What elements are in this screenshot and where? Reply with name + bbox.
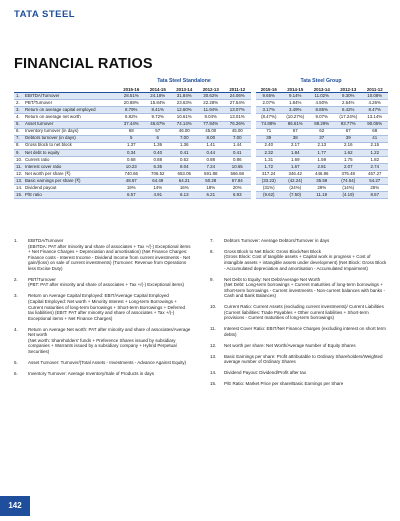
standalone-value: 14%	[145, 185, 172, 192]
definition-title: Basic Earnings per share: Profit attributable to Ordinary Shareholders/Weighted average number of Ordinary Shares	[224, 353, 383, 365]
group-value: 1.75	[335, 156, 362, 163]
group-value: 93.77%	[335, 121, 362, 128]
definition-item	[14, 238, 192, 272]
standalone-value: 9.72%	[145, 114, 172, 121]
table-row	[14, 142, 388, 149]
definition-number: 4.	[14, 326, 18, 332]
group-value: 1.77	[309, 149, 336, 156]
standalone-value: 15.84%	[145, 100, 172, 107]
standalone-value: 7.00	[224, 135, 251, 142]
group-value: 9.07%	[309, 114, 336, 121]
group-value: (14%)	[335, 185, 362, 192]
group-value: 2.13	[309, 142, 336, 149]
group-value: 1.31	[256, 156, 283, 163]
standalone-value: 57	[145, 128, 172, 135]
group-value: (31%)	[256, 185, 283, 192]
standalone-value: 1.37	[118, 142, 145, 149]
group-value: (4.19)	[335, 192, 362, 199]
definition-item	[14, 293, 192, 321]
group-value: 9.14%	[282, 93, 309, 100]
standalone-value: 20%	[224, 185, 251, 192]
definition-number: 1.	[14, 238, 18, 243]
definition-number: 15.	[210, 381, 217, 387]
definition-formula: (Net Debt: Long-term borrowings + Current maturities of long-term borrowings + Short-term borrowings - Current investments - Non-current balances with banks - Cash and Bank Balances)	[224, 282, 386, 299]
ratio-name: Current ratio	[24, 156, 118, 163]
standalone-value: 8.04	[171, 163, 198, 170]
standalone-value: 566.68	[224, 171, 251, 178]
group-value: 11.02%	[309, 93, 336, 100]
year-header-cell: 2015-16	[256, 86, 283, 93]
standalone-value: 11.94%	[198, 107, 225, 114]
definition-title: Net Debt to Equity: Net Debt/Average Net Worth	[224, 276, 321, 282]
standalone-value: 18%	[198, 185, 225, 192]
group-value: 68	[362, 128, 389, 135]
standalone-value: 22.28%	[198, 100, 225, 107]
ratio-name: P/E ratio	[24, 192, 118, 199]
group-value: 25%	[362, 185, 389, 192]
group-value: 9.65%	[256, 93, 283, 100]
definition-text	[224, 304, 388, 321]
definition-text	[28, 238, 192, 272]
definition-item	[14, 371, 192, 377]
definition-title: Debtors Turnover: Average Debtors/Turnover in days	[224, 238, 330, 243]
ratio-name: Basic earnings per share (₹)	[24, 178, 118, 185]
definition-text	[224, 354, 388, 365]
group-value: 8.67	[362, 192, 389, 199]
definition-text	[224, 326, 388, 337]
table-row	[14, 121, 388, 128]
table-row	[14, 192, 388, 199]
definition-title: Dividend Payout: Dividend/Profit after tax	[224, 370, 307, 376]
group-value: 4.26%	[362, 100, 389, 107]
year-header-cell: 2014-15	[145, 86, 172, 93]
group-value: (8.47%)	[256, 114, 283, 121]
definition-title: PBT/Turnover	[28, 276, 56, 282]
group-value: 1.22	[362, 149, 389, 156]
table-row	[14, 156, 388, 163]
group-value: 2.40	[256, 142, 283, 149]
standalone-value: 10.61%	[171, 114, 198, 121]
standalone-value: 13.07%	[224, 107, 251, 114]
standalone-value: 7.00	[171, 135, 198, 142]
standalone-value: 10.23	[118, 163, 145, 170]
group-value: 1.84	[282, 149, 309, 156]
definition-formula: (EBITDA: PAT after minority and share of associates + Tax +/(-) Exceptional items + Net Finance Charges + Depreciation and amortisation) (Net Finance Charges: Finance costs - Interest Income - Dividend Income from current investments - Net gain/(loss) on sale of current investments) (Turnover: Revenue from Operations less Excise Duty)	[28, 243, 191, 271]
group-value: 2.81	[309, 163, 336, 170]
table-row	[14, 185, 388, 192]
standalone-value: 19%	[118, 185, 145, 192]
definition-title: Gross Block to Net Block: Gross Block/Net Block	[224, 248, 322, 254]
standalone-value: 12.60%	[171, 107, 198, 114]
standalone-value: 31.84%	[171, 93, 198, 100]
group-value: 29%	[309, 185, 336, 192]
standalone-value: 6.93	[224, 192, 251, 199]
definition-formula: (Net worth: Shareholders' funds + Preference Shares issued by subsidiary companies + Warrants issued by a subsidiary company + Hybrid Perpetual Securities)	[28, 337, 177, 354]
standalone-value: 706.52	[145, 171, 172, 178]
standalone-value: 48.67	[118, 178, 145, 185]
standalone-value: 46.00	[171, 128, 198, 135]
definitions-left-column	[14, 238, 192, 382]
group-value: 37	[309, 135, 336, 142]
row-number: 5.	[14, 121, 24, 128]
definition-item	[14, 360, 192, 366]
table-row	[14, 163, 388, 170]
group-value: (74.54)	[335, 178, 362, 185]
standalone-value: 6.13	[171, 192, 198, 199]
group-value: 39	[256, 135, 283, 142]
standalone-value: 77.84%	[198, 121, 225, 128]
definition-title: Net worth per share: Net Worth/Average Number of Equity Shares	[224, 342, 356, 348]
definition-title: Asset Turnover: Turnover/(Total Assets - Investments - Advance Against Equity)	[28, 359, 187, 365]
definition-text	[224, 343, 388, 349]
ratio-name: Net debt to equity	[24, 149, 118, 156]
standalone-value: 0.41	[171, 149, 198, 156]
group-value: (7.50)	[282, 192, 309, 199]
group-value: (10.27%)	[282, 114, 309, 121]
standalone-value: 24.18%	[145, 93, 172, 100]
group-value: 4.50%	[309, 100, 336, 107]
group-value: 467.27	[362, 171, 389, 178]
group-value: 62	[309, 128, 336, 135]
standalone-value: 5	[118, 135, 145, 142]
row-number: 14.	[16, 184, 23, 190]
standalone-value: 0.88	[198, 156, 225, 163]
group-value: 446.86	[309, 171, 336, 178]
definition-text	[28, 371, 192, 377]
definition-number: 12.	[210, 342, 217, 348]
group-value: 1.72	[256, 163, 283, 170]
definition-text	[224, 381, 388, 387]
definition-title: Current Ratio: Current Assets (excluding current investments)/ Current Liabilities	[224, 304, 384, 310]
definition-item	[210, 381, 388, 387]
standalone-value: 653.05	[171, 171, 198, 178]
standalone-value: 27.54%	[224, 100, 251, 107]
row-number: 12.	[16, 170, 23, 176]
standalone-value: 1.44	[224, 142, 251, 149]
ratio-name: Dividend payout	[24, 185, 118, 192]
ratio-name: Net worth per share (₹)	[24, 171, 118, 178]
ratio-name: Debtors turnover (in days)	[24, 135, 118, 142]
definition-text	[28, 360, 192, 366]
definition-formula: (Capital Employed: Net worth + Minority Interest + Long-term Borrowings + Current maturities of long-term borrowings + Short-term Borrowings + Deferred tax liabilities) (EBIT: PAT after minority and share of associates + Tax +/(-) Exceptional items + Net Finance Charges)	[28, 298, 186, 321]
ratio-name: EBITDA/Turnover	[24, 93, 118, 100]
definition-formula: (PBT: PAT after minority and share of associates + Tax +/(-) Exceptional items)	[28, 282, 184, 288]
definition-number: 8.	[210, 248, 214, 254]
group-value: 39	[335, 135, 362, 142]
year-header-cell: 2013-14	[309, 86, 336, 93]
group-value: 8.85%	[309, 107, 336, 114]
definition-text	[28, 277, 192, 288]
standalone-value: 45.00	[224, 128, 251, 135]
standalone-value: 64.21	[171, 178, 198, 185]
definition-text	[224, 370, 388, 376]
group-value: 1.82	[362, 156, 389, 163]
definition-number: 5.	[14, 359, 18, 365]
standalone-value: 10.65	[224, 163, 251, 170]
definition-number: 2.	[14, 276, 18, 282]
definition-number: 10.	[210, 304, 217, 310]
definition-number: 6.	[14, 370, 18, 376]
group-value: 74.88%	[256, 121, 283, 128]
definition-text	[28, 327, 192, 355]
definition-number: 3.	[14, 293, 18, 299]
group-value: 89.29%	[309, 121, 336, 128]
table-row	[14, 114, 388, 121]
standalone-value: 9.04%	[198, 114, 225, 121]
standalone-value: 8.41%	[145, 107, 172, 114]
ratio-table-body	[14, 93, 388, 199]
standalone-value: 50.28	[198, 178, 225, 185]
definition-number: 13.	[210, 353, 217, 359]
standalone-value: 24.06%	[224, 93, 251, 100]
standalone-value: 6	[145, 135, 172, 142]
row-number: 2.	[14, 100, 24, 107]
ratio-name: Gross block to net block	[24, 142, 118, 149]
definition-item	[210, 304, 388, 321]
row-number: 6.	[14, 128, 24, 135]
definition-number: 7.	[210, 238, 214, 243]
group-value: 2.74	[362, 163, 389, 170]
group-value: 2.64%	[335, 100, 362, 107]
standalone-value: 4.91	[145, 192, 172, 199]
group-value: 9.30%	[335, 93, 362, 100]
definition-formula: (Gross Block: Cost of tangible assets + Capital work in progress + Cost of intangible assets + intangible assets under development) (Net Block: Gross Block - Accumulated depreciation and amortisation - Accumulated Impairment)	[224, 254, 387, 271]
group-value: 54.27	[362, 178, 389, 185]
standalone-value: 30.62%	[198, 93, 225, 100]
standalone-value: 8.00	[198, 135, 225, 142]
page-number: 142	[0, 496, 30, 516]
definition-item	[14, 277, 192, 288]
row-number: 1.	[14, 93, 24, 100]
year-header-cell: 2015-16	[118, 86, 145, 93]
ratio-name: Return on average capital employed	[24, 107, 118, 114]
standalone-value: 0.41	[224, 149, 251, 156]
definitions-right-column	[210, 238, 388, 392]
standalone-value: 740.66	[118, 171, 145, 178]
standalone-value: 37.44%	[118, 121, 145, 128]
group-value: 10.08%	[362, 93, 389, 100]
table-row	[14, 149, 388, 156]
group-value: 346.42	[282, 171, 309, 178]
definition-text	[224, 238, 388, 244]
group-value: 90.05%	[362, 121, 389, 128]
group-value: 41	[362, 135, 389, 142]
definition-text	[28, 293, 192, 321]
tata-steel-logo: TATA STEEL	[14, 9, 76, 20]
year-header-cell: 2012-13	[335, 86, 362, 93]
standalone-value: 1.41	[198, 142, 225, 149]
ratio-name: Inventory turnover (in days)	[24, 128, 118, 135]
group-value: 1.69	[282, 156, 309, 163]
group-value: 2.32	[256, 149, 283, 156]
standalone-value: 28.51%	[118, 93, 145, 100]
table-row	[14, 135, 388, 142]
group-value: 6.42%	[335, 107, 362, 114]
year-header-cell: 2012-13	[198, 86, 225, 93]
group-value: 67	[282, 128, 309, 135]
table-row	[14, 107, 388, 114]
group-value: 2.16	[335, 142, 362, 149]
ratio-name: Return on average net worth	[24, 114, 118, 121]
group-value: 1.62	[335, 149, 362, 156]
standalone-value: 0.44	[198, 149, 225, 156]
ratio-name: Interest cover ratio	[24, 163, 118, 170]
definition-item	[14, 327, 192, 355]
ratio-name: Asset turnover	[24, 121, 118, 128]
year-header-cell: 2011-12	[224, 86, 251, 93]
definition-item	[210, 238, 388, 244]
standalone-value: 1.36	[145, 142, 172, 149]
definition-number: 11.	[210, 326, 216, 332]
standalone-value: 74.14%	[171, 121, 198, 128]
group-value: 1.84%	[282, 100, 309, 107]
group-value: 71	[256, 128, 283, 135]
definition-item	[210, 277, 388, 299]
standalone-value: 0.40	[145, 149, 172, 156]
definition-text	[224, 277, 388, 299]
group-value: (42.24)	[282, 178, 309, 185]
table-row	[14, 100, 388, 107]
standalone-value: 1.36	[171, 142, 198, 149]
group-value: 3.17%	[256, 107, 283, 114]
standalone-value: 6.35	[145, 163, 172, 170]
group-value: 35.59	[309, 178, 336, 185]
standalone-value: 23.63%	[171, 100, 198, 107]
group-value: 2.07%	[256, 100, 283, 107]
definition-item	[210, 249, 388, 271]
standalone-group-header: Tata Steel Standalone	[157, 78, 211, 84]
definition-item	[210, 326, 388, 337]
standalone-value: 7.24	[198, 163, 225, 170]
standalone-value: 13.01%	[224, 114, 251, 121]
standalone-value: 6.82%	[118, 114, 145, 121]
standalone-value: 6.57	[118, 192, 145, 199]
standalone-value: 591.88	[198, 171, 225, 178]
standalone-value: 16%	[171, 185, 198, 192]
standalone-value: 46.67%	[145, 121, 172, 128]
group-value: 11.19	[309, 192, 336, 199]
definition-number: 9.	[210, 276, 214, 282]
year-header-cell: 2013-14	[171, 86, 198, 93]
group-value: 86.61%	[282, 121, 309, 128]
definition-title: Interest Cover Ratio: EBIT/Net Finance Charges (excluding interest on short term debts)	[224, 326, 386, 337]
standalone-value: 0.68	[118, 156, 145, 163]
group-value: 2.15	[362, 142, 389, 149]
ratio-name: PBT/Turnover	[24, 100, 118, 107]
definition-title: Return on Average Capital Employed: EBIT/Average Capital Employed	[28, 293, 169, 299]
row-number: 7.	[14, 135, 24, 142]
table-row	[14, 128, 388, 135]
table-row	[14, 171, 388, 178]
row-number: 13.	[16, 177, 23, 183]
definition-title: P/E Ratio: Market Price per share/Basic Earnings per Share	[224, 381, 344, 387]
row-number: 8.	[14, 142, 24, 149]
row-number: 4.	[14, 114, 24, 121]
row-number: 11.	[14, 163, 24, 170]
group-value: (24%)	[282, 185, 309, 192]
year-header-row	[14, 86, 388, 93]
group-value: 2.07	[335, 163, 362, 170]
definition-title: EBITDA/Turnover	[28, 238, 64, 243]
standalone-value: 20.88%	[118, 100, 145, 107]
year-header-cell: 2011-12	[362, 86, 389, 93]
standalone-value: 76.26%	[224, 121, 251, 128]
row-number: 15.	[16, 191, 23, 197]
definition-title: Inventory Turnover: Average Inventory/Sale of Products in days	[28, 370, 154, 376]
standalone-value: 0.86	[224, 156, 251, 163]
group-value: (17.24%)	[335, 114, 362, 121]
row-number: 3.	[14, 107, 24, 114]
group-value: 3.49%	[282, 107, 309, 114]
table-row	[14, 178, 388, 185]
financial-ratios-table	[14, 86, 388, 199]
standalone-value: 0.34	[118, 149, 145, 156]
standalone-value: 68	[118, 128, 145, 135]
group-value: 1.59	[309, 156, 336, 163]
group-value: 13.14%	[362, 114, 389, 121]
table-row	[14, 93, 388, 100]
standalone-value: 45.00	[198, 128, 225, 135]
group-value: 38	[282, 135, 309, 142]
page-title: FINANCIAL RATIOS	[14, 56, 153, 72]
row-number: 9.	[14, 149, 24, 156]
standalone-value: 6.21	[198, 192, 225, 199]
group-group-header: Tata Steel Group	[300, 78, 342, 84]
definition-text	[224, 249, 388, 271]
definition-formula: (Current liabilities: Trade Payables + Other current liabilities + Short-term provisions - Current maturities of long-term borrowings)	[224, 309, 369, 321]
definition-item	[210, 354, 388, 365]
group-value: 2.17	[282, 142, 309, 149]
definition-number: 14.	[210, 370, 217, 376]
definition-item	[210, 370, 388, 376]
row-number: 10.	[16, 156, 23, 162]
standalone-value: 8.79%	[118, 107, 145, 114]
group-value: 1.67	[282, 163, 309, 170]
year-header-cell: 2014-15	[282, 86, 309, 93]
group-value: 317.24	[256, 171, 283, 178]
standalone-value: 0.62	[171, 156, 198, 163]
definition-title: Return on Average Net worth: PAT after minority and share of associates/Average Net worth	[28, 326, 191, 338]
group-value: 67	[335, 128, 362, 135]
standalone-value: 64.49	[145, 178, 172, 185]
standalone-value: 0.88	[145, 156, 172, 163]
group-value: (33.23)	[256, 178, 283, 185]
definition-item	[210, 343, 388, 349]
group-value: (9.62)	[256, 192, 283, 199]
group-value: 375.48	[335, 171, 362, 178]
group-value: 8.47%	[362, 107, 389, 114]
standalone-value: 67.84	[224, 178, 251, 185]
